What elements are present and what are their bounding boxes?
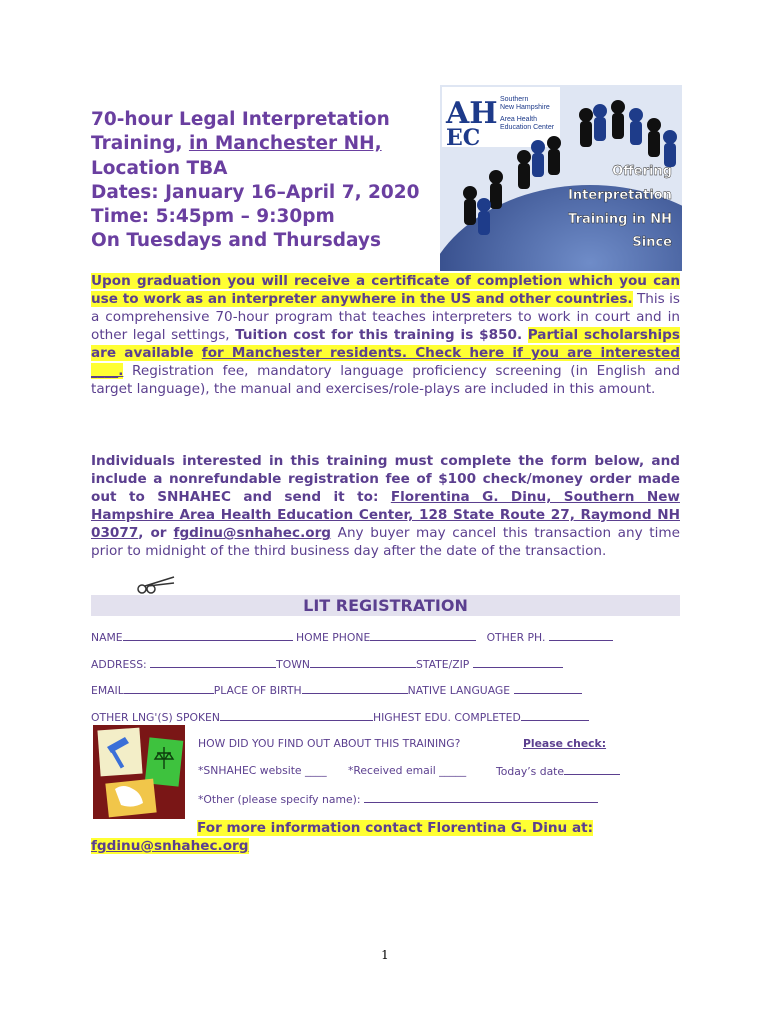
mailing-address-link[interactable]: Florentina G. Dinu, Southern New Hampshire Area Health Education Center, 128 State Route 27, Raymond NH 03077: [91, 489, 680, 541]
birthplace-field[interactable]: [302, 683, 408, 694]
title-time: Time: 5:45pm – 9:30pm: [91, 206, 335, 228]
ahec-logo: [440, 85, 682, 271]
legal-clipart: [93, 725, 185, 819]
state-zip-field[interactable]: [473, 657, 563, 668]
todays-date-field[interactable]: [564, 764, 620, 775]
option-email[interactable]: *Received email _____: [348, 764, 467, 777]
form-row-name: [91, 630, 613, 644]
title-dates: Dates: January 16–April 7, 2020: [91, 181, 420, 203]
how-found-question: HOW DID YOU FIND OUT ABOUT THIS TRAINING?: [198, 737, 461, 750]
name-field[interactable]: [123, 630, 293, 641]
graduation-highlight: Upon graduation you will receive a certificate of completion which you can use to work as an interpreter anywhere in the US and other countries.: [91, 273, 680, 307]
form-row-languages: [91, 710, 589, 724]
town-label: TOWN: [276, 658, 310, 671]
email-link[interactable]: fgdinu@snhahec.org: [173, 525, 332, 541]
intro-paragraph: Upon graduation you will receive a certificate of completion which you can use to work as an interpreter anywhere in the US and other countries. This is a comprehensive 70-hour program that teaches interpreters to work in court and in other legal settings, Tuition cost for this training is $850. Partial scholarships are available for Manchester residents. Check here if you are interested ____. Registration fee, mandatory language proficiency screening (in English and target language), the manual and exercises/role-plays are included in this amount.: [91, 273, 681, 397]
page-number: 1: [381, 948, 389, 962]
home-phone-field[interactable]: [370, 630, 476, 641]
contact-info: [91, 819, 611, 855]
logo-overlay-3: Training in NH: [568, 212, 672, 227]
svg-text:EC: EC: [446, 125, 481, 151]
scissors-icon: [134, 574, 178, 596]
contact-email-link[interactable]: fgdinu@snhahec.org: [91, 838, 249, 854]
contact-text: For more information contact Florentina G. Dinu at:: [197, 820, 594, 836]
svg-text:Area Health: Area Health: [500, 116, 537, 123]
svg-text:Southern: Southern: [500, 96, 529, 103]
title-line-3: Location TBA: [91, 157, 228, 179]
cancellation-text: Any buyer may cancel this transaction any time prior to midnight of the third business day after the date of the transaction.: [91, 525, 680, 559]
logo-letters: AH: [446, 96, 498, 131]
address-label: ADDRESS:: [91, 658, 147, 671]
native-language-field[interactable]: [514, 683, 582, 694]
form-row-email: [91, 683, 582, 697]
instructions-paragraph: Individuals interested in this training must complete the form below, and include a nonrefundable registration fee of $100 check/money order made out to SNHAHEC and send it to: Florentina G. Dinu, Southern New Hampshire Area Health Education Center, 128 State Route 27, Raymond NH 03077, or fgdinu@snhahec.org Any buyer may cancel this transaction any time prior to midnight of the third business day after the date of the transaction.: [91, 453, 680, 559]
logo-overlay-1: Offering: [612, 164, 672, 179]
option-other-label: *Other (please specify name):: [198, 793, 361, 806]
email-label: EMAIL: [91, 684, 124, 697]
svg-text:New Hampshire: New Hampshire: [500, 104, 550, 111]
todays-date-row: [496, 764, 620, 778]
option-website[interactable]: *SNHAHEC website ____: [198, 764, 327, 777]
other-phone-field[interactable]: [549, 630, 613, 641]
location-link[interactable]: in Manchester NH,: [188, 133, 382, 155]
logo-overlay-4: Since: [632, 235, 672, 250]
svg-text:Education Center: Education Center: [500, 124, 555, 131]
option-other-field[interactable]: [364, 792, 598, 803]
scholarship-link[interactable]: for Manchester residents. Check here if you are interested ____.: [91, 345, 680, 379]
other-languages-field[interactable]: [220, 710, 373, 721]
name-label: NAME: [91, 631, 123, 644]
other-languages-label: OTHER LNG'(S) SPOKEN: [91, 711, 220, 724]
event-title: [91, 108, 451, 254]
email-field[interactable]: [124, 683, 214, 694]
registration-title: LIT REGISTRATION: [303, 596, 468, 615]
town-field[interactable]: [310, 657, 416, 668]
tuition-cost: Tuition cost for this training is $850.: [235, 327, 523, 343]
highest-edu-label: HIGHEST EDU. COMPLETED: [372, 711, 521, 724]
logo-overlay-2: Interpretation: [568, 188, 672, 203]
option-other-row: [198, 792, 598, 806]
form-row-address: [91, 657, 563, 671]
title-days: On Tuesdays and Thursdays: [91, 230, 381, 252]
home-phone-label: HOME PHONE: [296, 631, 371, 644]
logo-graphic: [440, 85, 682, 271]
please-check-label: Please check:: [523, 737, 607, 750]
title-line-1: 70-hour Legal Interpretation: [91, 109, 390, 130]
scholarship-highlight: Partial scholarships are available: [91, 327, 681, 361]
birthplace-label: PLACE OF BIRTH: [213, 684, 302, 697]
other-phone-label: OTHER PH.: [486, 631, 546, 644]
todays-date-label: Today’s date: [496, 765, 565, 778]
highest-edu-field[interactable]: [521, 710, 589, 721]
address-field[interactable]: [150, 657, 276, 668]
title-line-2: Training, in Manchester NH,: [91, 133, 382, 155]
native-language-label: NATIVE LANGUAGE: [407, 684, 511, 697]
state-zip-label: STATE/ZIP: [415, 658, 470, 671]
